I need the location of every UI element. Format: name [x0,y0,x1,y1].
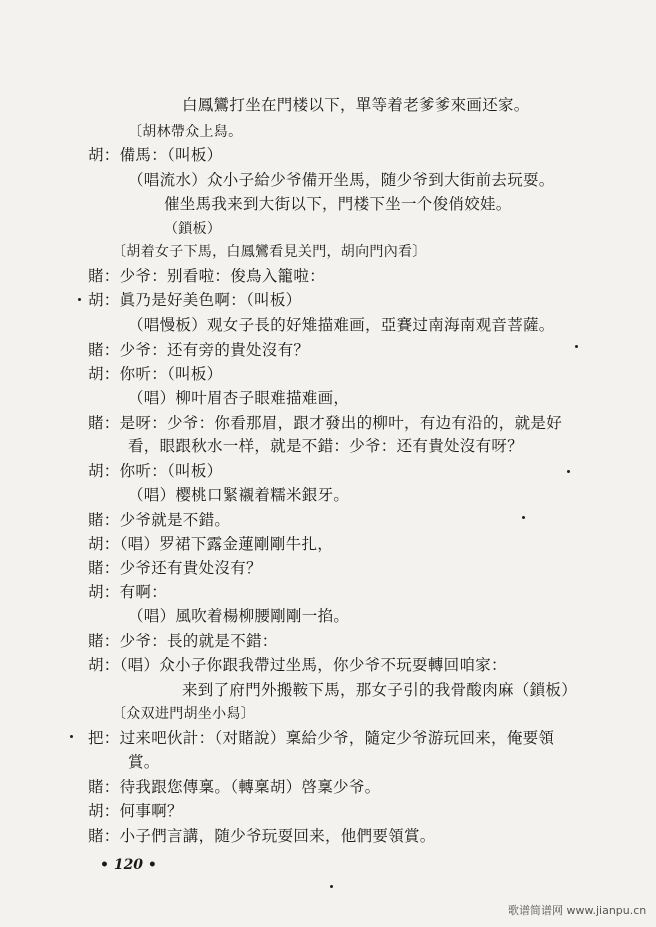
dialogue-line: 賭：待我跟您傳稟。（轉稟胡）啓稟少爷。 [88,778,381,796]
dialogue-line: 賭：少爷还有貴处沒有？ [88,559,262,577]
dialogue-line: 賞。 [128,753,160,771]
sung-line: （唱）風吹着楊柳腰剛剛一掐。 [128,607,350,625]
print-speck [575,345,578,348]
sung-line: （唱慢板）观女子長的好雉描难画，亞賽过南海南观音菩薩。 [128,316,555,334]
dialogue-line: 看，眼跟秋水一样，就是不錯：少爷：还有貴处沒有呀？ [128,437,524,455]
dialogue-line: 胡：備馬：（叫板） [88,146,223,164]
dialogue-line: 賭：小子們言講，随少爷玩耍回来，他們要領賞。 [88,827,436,845]
print-speck [78,298,81,301]
dialogue-line: 賭：少爷：長的就是不錯： [88,632,278,650]
dialogue-line: 把：过来吧伙計：（对賭說）稟給少爷，隨定少爷游玩回来，俺要領 [88,729,555,747]
verse-line: 催坐馬我来到大街以下，門楼下坐一个俊俏姣娃。 [164,195,512,213]
stage-direction: 〔胡着女子下馬，白鳳鸞看見关門，胡向門內看〕 [112,244,427,260]
watermark-text: 歌谱简谱网 www.jianpu.cn [508,904,647,917]
sung-line: （唱）樱桃口緊襯着糯米銀牙。 [128,486,350,504]
sung-line: （唱流水）众小子給少爷備开坐馬，随少爷到大街前去玩耍。 [128,171,555,189]
dialogue-line: 胡：有啊： [88,583,168,601]
print-speck [70,735,73,738]
print-speck [522,516,525,519]
verse-line: 白鳳鸞打坐在門楼以下，單等着老爹爹來画还家。 [182,96,530,114]
dialogue-line: 胡：你听：（叫板） [88,462,223,480]
dialogue-line: 胡：（唱）罗裙下露金蓮剛剛牛扎， [88,535,334,553]
verse-line: 来到了府門外搬鞍下馬，那女子引的我骨酸肉麻（鎖板） [182,681,578,699]
dialogue-line: 賭：少爷：别看啦：俊鳥入籠啦： [88,267,326,285]
dialogue-line: 賭：少爷：还有旁的貴处沒有？ [88,341,310,359]
stage-direction: （鎖板） [164,221,222,237]
stage-direction: 〔胡林帶众上舄。 [128,124,243,140]
dialogue-line: 胡：眞乃是好美色啊：（叫板） [88,291,302,309]
sung-line: （唱）柳叶眉杏子眼难描难画， [128,389,350,407]
dialogue-line: 胡：何事啊？ [88,802,183,820]
dialogue-line: 賭：少爷就是不錯。 [88,511,231,529]
dialogue-line: 胡：（唱）众小子你跟我帶过坐馬，你少爷不玩耍轉回咱家： [88,656,507,674]
dialogue-line: 賭：是呀：少爷：你看那眉，跟才發出的柳叶，有边有沿的，就是好 [88,414,563,432]
print-speck [330,885,333,888]
page-number: • 120 • [100,857,157,873]
dialogue-line: 胡：你听：（叫板） [88,365,223,383]
stage-direction: 〔众双进門胡坐小舄〕 [112,706,255,722]
print-speck [567,470,570,473]
